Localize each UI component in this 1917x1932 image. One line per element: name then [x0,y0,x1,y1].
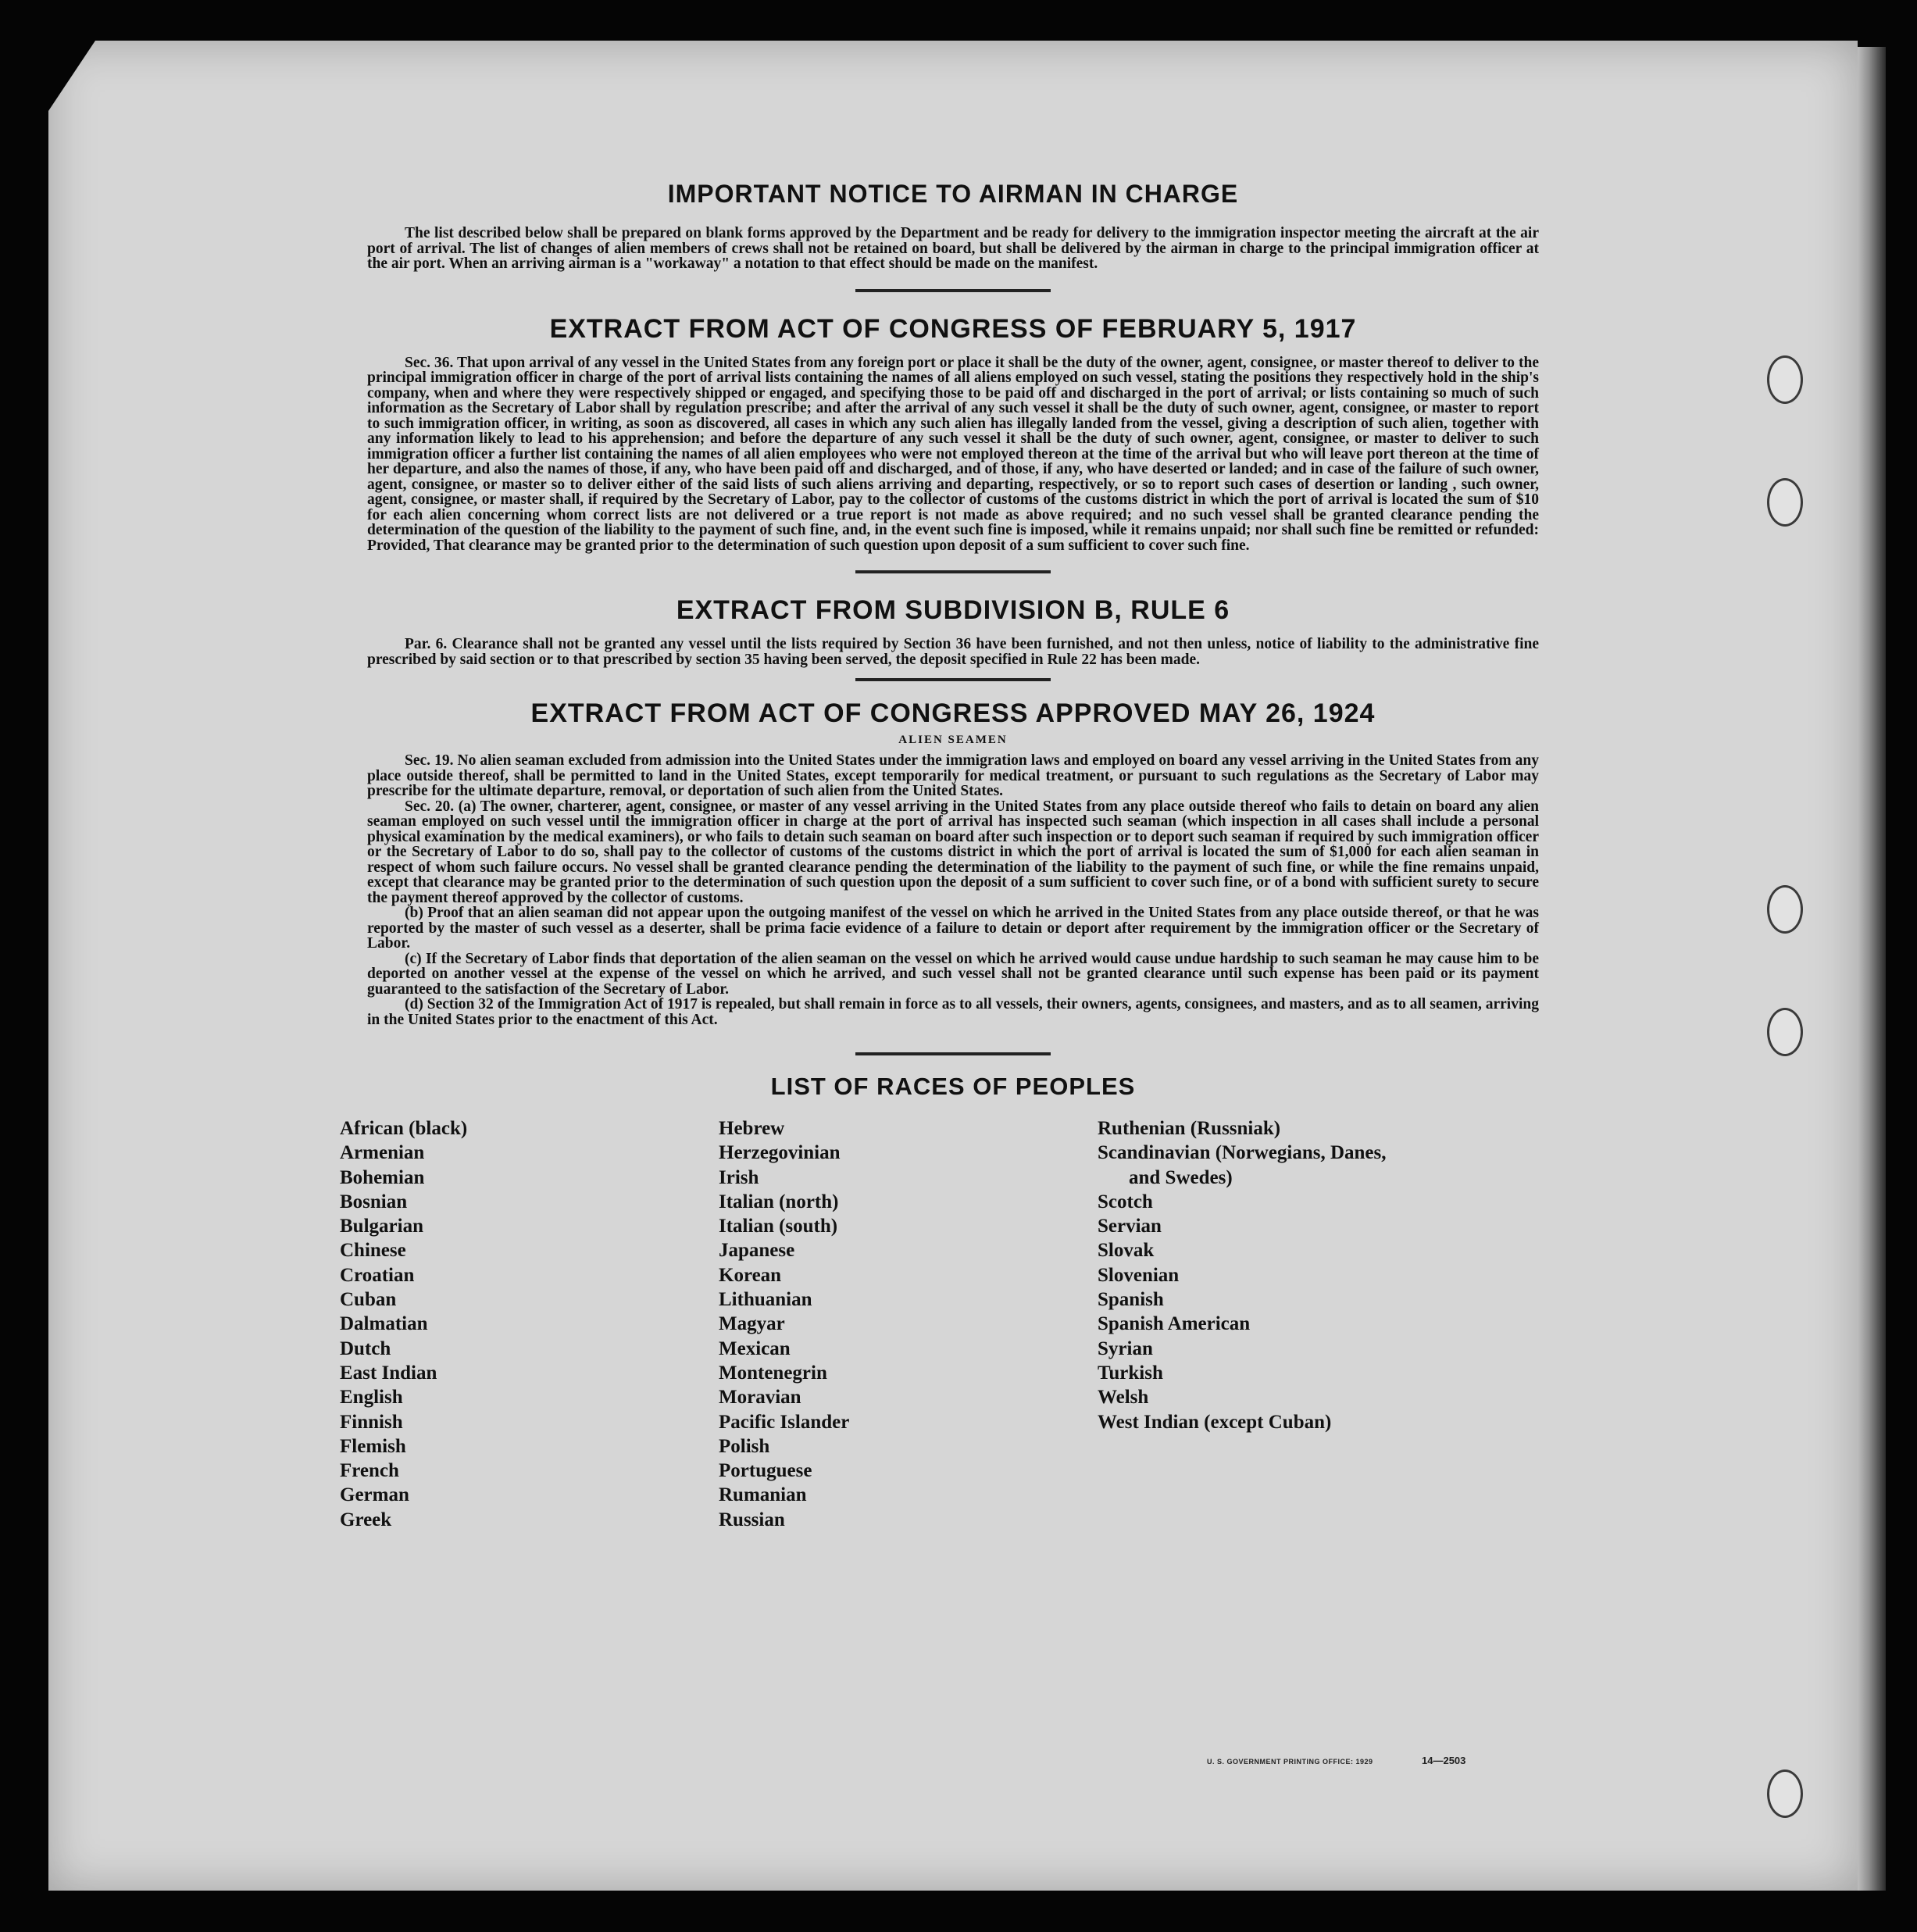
race-item: Spanish [1098,1289,1164,1311]
race-item: Japanese [719,1240,795,1262]
binder-hole-icon [1767,885,1803,934]
races-column-1 [340,1116,719,1532]
sec-20a-text: Sec. 20. (a) The owner, charterer, agent, consignee, or master of any vessel arriving in the United States from any place outside thereof who fails to detain on board any alien seaman employed on such vessel until the immigration officer in charge at the port of arrival has inspected such seaman (which inspection in all cases shall include a personal physical examination by the medical examiners), or who fails to detain such seaman on board after such inspection or to deport such seaman if required by such immigration officer or the Secretary of Labor to do so, shall pay to the collector of customs of the customs district in which the port of arrival is located the sum of $1,000 for each alien seaman in respect of whom such failure occurs. No vessel shall be granted clearance pending the determination of the liability to the payment of such fine, or while the fine remains unpaid, except that clearance may be granted prior to the determination of such question upon the deposit of a sum sufficient to cover such fine, or of a bond with sufficient surety to secure the payment thereof approved by the collector of customs. [367,798,1539,906]
sec-20b-text: (b) Proof that an alien seaman did not appear upon the outgoing manifest of the vessel on which he arrived in the United States from any place outside thereof, or that he was reported by the master of such vessel as a deserter, shall be prima facie evidence of a failure to detain or deport after requirement by the immigration officer or the Secretary of Labor. [367,905,1539,952]
notice-title: IMPORTANT NOTICE TO AIRMAN IN CHARGE [667,180,1239,208]
divider [855,1052,1051,1055]
race-item: German [340,1484,409,1506]
race-item: Scandinavian (Norwegians, Danes, [1098,1142,1387,1164]
race-item: Italian (south) [719,1216,838,1237]
race-item: Irish [719,1166,759,1188]
race-item: Scotch [1098,1191,1153,1212]
race-item: Italian (north) [719,1191,839,1212]
page-edge [1858,47,1886,1891]
races-list [340,1116,1512,1532]
divider [855,289,1051,292]
race-item: Welsh [1098,1387,1149,1409]
binder-hole-icon [1767,1008,1803,1056]
race-item: Pacific Islander [719,1411,850,1433]
race-item: East Indian [340,1362,437,1384]
race-item: Servian [1098,1216,1162,1237]
race-item-continuation: and Swedes) [1129,1166,1233,1188]
race-item: Turkish [1098,1362,1163,1384]
binder-hole-icon [1767,355,1803,404]
extract-1917-title: EXTRACT FROM ACT OF CONGRESS OF FEBRUARY 5, 1917 [549,313,1357,344]
race-item: Hebrew [719,1118,785,1139]
race-item: Korean [719,1264,782,1286]
alien-seamen-subheading: ALIEN SEAMEN [898,734,1008,746]
races-title: LIST OF RACES OF PEOPLES [770,1073,1136,1100]
race-item: Rumanian [719,1484,807,1506]
race-item: Flemish [340,1435,406,1457]
race-item: Greek [340,1509,392,1530]
race-item: Chinese [340,1240,406,1262]
divider [855,678,1051,681]
race-item: African (black) [340,1118,468,1139]
race-item: Slovenian [1098,1264,1180,1286]
race-item: Montenegrin [719,1362,827,1384]
race-item: Finnish [340,1411,403,1433]
race-item: Spanish American [1098,1313,1251,1335]
sec-19-text: Sec. 19. No alien seaman excluded from admission into the United States under the immigration laws and employed on board any vessel arriving in the United States from any place outside thereof, shall be permitted to land in the United States, except temporarily for medical treatment, or pursuant to such regulations as the Secretary of Labor may prescribe for the ultimate departure, removal, or deportation of such alien from the United States. [367,752,1539,799]
binder-hole-icon [1767,478,1803,527]
race-item: Bohemian [340,1166,425,1188]
printing-office-imprint: U. S. GOVERNMENT PRINTING OFFICE: 1929 [1207,1758,1373,1766]
race-item: Polish [719,1435,770,1457]
folded-corner [48,41,95,111]
race-item: Croatian [340,1264,415,1286]
race-item: Mexican [719,1337,791,1359]
race-item: Bulgarian [340,1216,423,1237]
race-item: Armenian [340,1142,425,1164]
race-item: French [340,1460,399,1482]
extract-rule6-title: EXTRACT FROM SUBDIVISION B, RULE 6 [676,595,1230,625]
race-item: West Indian (except Cuban) [1098,1411,1332,1433]
race-item: Syrian [1098,1337,1153,1359]
race-item: Herzegovinian [719,1142,841,1164]
race-item: English [340,1387,403,1409]
race-item: Lithuanian [719,1289,812,1311]
race-item: Portuguese [719,1460,812,1482]
races-column-2 [719,1116,1098,1532]
divider [855,570,1051,573]
extract-1917-text: Sec. 36. That upon arrival of any vessel in the United States from any foreign port or place it shall be the duty of the owner, agent, consignee, or master thereof to deliver to the principal immigration officer in charge of the port of arrival lists containing the names of all aliens employed on such vessel, stating the positions they respectively hold in the ship's company, when and where they were respectively shipped or engaged, and specifying those to be paid off and discharged in the port of arrival; or lists containing so much of such information as the Secretary of Labor shall by regulation prescribe; and after the arrival of any such vessel it shall be the duty of such owner, agent, consignee, or master to report to such immigration officer, in writing, as soon as discovered, all cases in which any such alien has illegally landed from the vessel, giving a description of such alien, together with any information likely to lead to his apprehension; and before the departure of any such vessel it shall be the duty of such owner, agent, consignee, or master to deliver to such immigration officer a further list containing the names of all alien employees who were not employed thereon at the time of the arrival but who will leave port thereon at the time of her departure, and also the names of those, if any, who have been paid off and discharged, and of those, if any, who have deserted or landed; and in case of the failure of such owner, agent, consignee, or master so to deliver either of the said lists of such aliens arriving and departing, respectively, or so to report such cases of desertion or landing , such owner, agent, consignee, or master shall, if required by the Secretary of Labor, pay to the collector of customs of the customs district in which the port of arrival is located the sum of $10 for each alien concerning whom correct lists are not delivered or a true report is not made as above required; and no such vessel shall be granted clearance pending the determination of the question of the liability to the payment of such fine, and, in the event such fine is imposed, while it remains unpaid; nor shall such fine be remitted or refunded: Provided, That clearance may be granted prior to the determination of such question upon deposit of a sum sufficient to cover such fine. [367,354,1539,554]
race-item: Slovak [1098,1240,1155,1262]
form-code: 14—2503 [1422,1755,1466,1766]
race-item: Ruthenian (Russniak) [1098,1118,1281,1139]
binder-hole-icon [1767,1770,1803,1818]
race-item: Magyar [719,1313,785,1335]
sec-20d-text: (d) Section 32 of the Immigration Act of 1917 is repealed, but shall remain in force as to all vessels, their owners, agents, consignees, and masters, and as to all seamen, arriving in the United States prior to the enactment of this Act. [367,996,1539,1028]
sec-20c-text: (c) If the Secretary of Labor finds that deportation of the alien seaman on the vessel on which he arrived would cause undue hardship to such seaman he may cause him to be deported on another vessel at the expense of the vessel on which he arrived, and such vessel shall not be granted clearance until such expense has been paid or its payment guaranteed to the satisfaction of the Secretary of Labor. [367,950,1539,998]
race-item: Dalmatian [340,1313,428,1335]
notice-text: The list described below shall be prepared on blank forms approved by the Department and be ready for delivery to the immigration inspector meeting the aircraft at the air port of arrival. The list of changes of alien members of crews shall not be retained on board, but shall be delivered by the airman in charge to the principal immigration officer at the air port. When an arriving airman is a "workaway" a notation to that effect should be made on the manifest. [367,225,1539,272]
race-item: Moravian [719,1387,801,1409]
race-item: Dutch [340,1337,391,1359]
race-item: Bosnian [340,1191,408,1212]
race-item: Cuban [340,1289,397,1311]
races-column-3 [1098,1116,1476,1532]
extract-rule6-text: Par. 6. Clearance shall not be granted any vessel until the lists required by Section 36 have been furnished, and not then unless, notice of liability to the administrative fine prescribed by said section or to that prescribed by section 35 having been served, the deposit specified in Rule 22 has been made. [367,636,1539,668]
race-item: Russian [719,1509,785,1530]
document-content [340,180,1539,1532]
extract-1924-title: EXTRACT FROM ACT OF CONGRESS APPROVED MAY 26, 1924 [530,698,1376,728]
